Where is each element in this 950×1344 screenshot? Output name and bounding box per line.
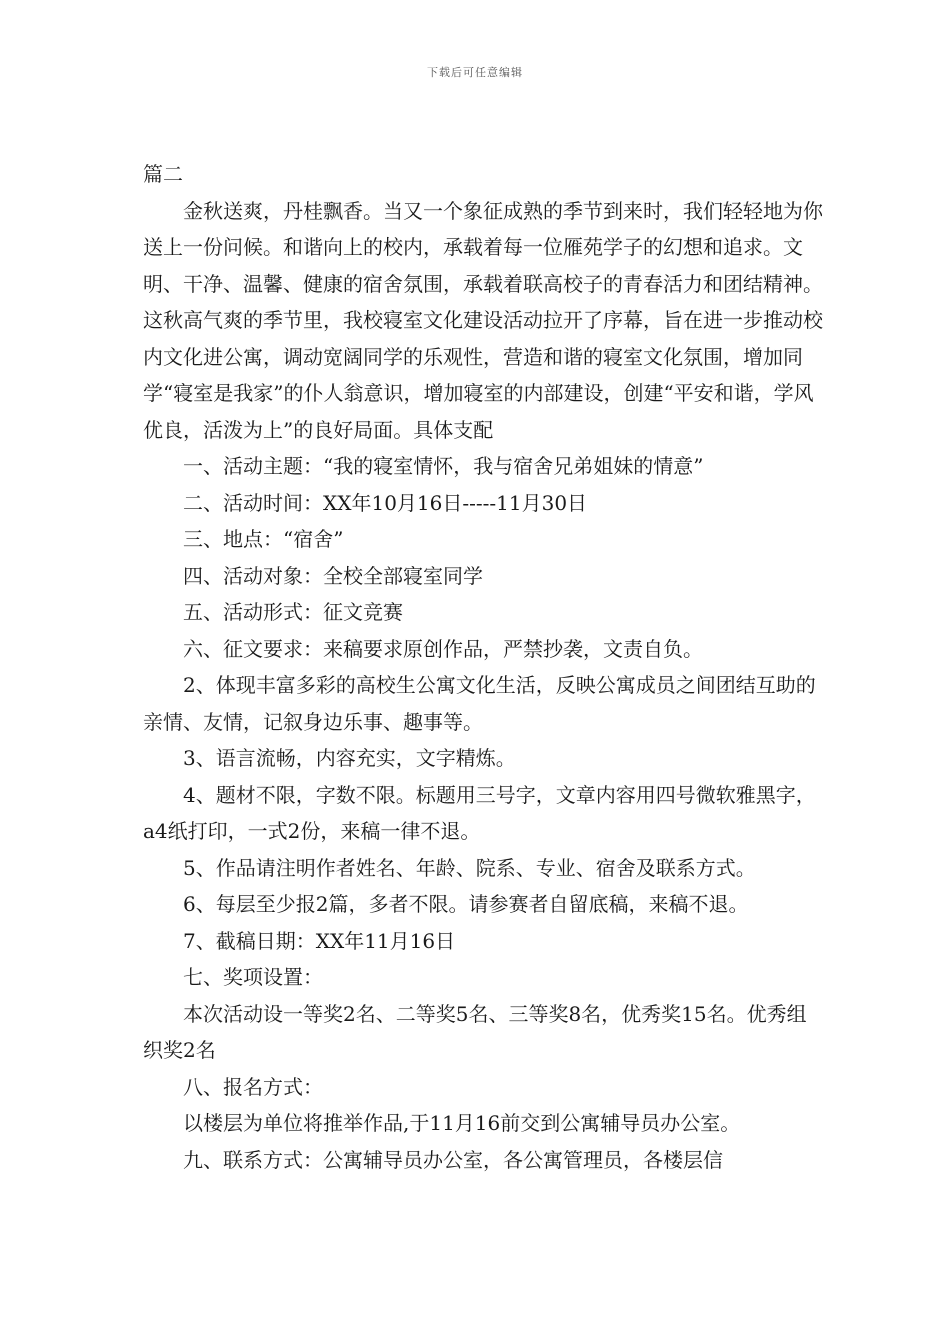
contact-line: 九、联系方式：公寓辅导员办公室，各公寓管理员，各楼层信 [183, 1147, 723, 1172]
activity-target: 四、活动对象：全校全部寝室同学 [183, 563, 483, 588]
requirement-7: 7、截稿日期：XX年11月16日 [183, 928, 456, 953]
signup-heading: 八、报名方式： [183, 1074, 323, 1099]
requirement-6: 6、每层至少报2篇，多者不限。请参赛者自留底稿，来稿不退。 [183, 892, 749, 916]
signup-detail: 以楼层为单位将推举作品,于11月16前交到公寓辅导员办公室。 [183, 1111, 741, 1135]
activity-form: 五、活动形式：征文竞赛 [183, 600, 403, 624]
section-title: 篇二 [143, 162, 183, 186]
activity-place: 三、地点：“宿舍” [183, 527, 344, 551]
awards-heading: 七、奖项设置： [183, 965, 323, 989]
intro-paragraph: 金秋送爽，丹桂飘香。当又一个象征成熟的季节到来时，我们轻轻地为你送上一份问候。和谐向上的校内，承载着每一位雁苑学子的幻想和追求。文明、干净、温馨、健康的宿舍氛围，承载着联高校子的青春活力和团结精神。这秋高气爽的季节里，我校寝室文化建设活动拉开了序幕，旨在进一步推动校内文化进公寓，调动宽阔同学的乐观性，营造和谐的寝室文化氛围，增加同学“寝室是我家”的仆人翁意识，增加寝室的内部建设，创建“平安和谐，学风优良，活泼为上”的良好局面。具体支配 [143, 198, 823, 442]
requirement-4: 4、题材不限，字数不限。标题用三号字，文章内容用四号微软雅黑字，a4纸打印，一式2份，来稿一律不退。 [143, 782, 816, 843]
activity-theme: 一、活动主题：“我的寝室情怀，我与宿舍兄弟姐妹的情意” [183, 454, 704, 478]
page-header: 下载后可任意编辑 [427, 66, 523, 79]
requirement-3: 3、语言流畅，内容充实，文字精炼。 [183, 746, 516, 770]
essay-requirements: 六、征文要求：来稿要求原创作品，严禁抄袭，文责自负。 [183, 636, 703, 661]
requirement-2: 2、体现丰富多彩的高校生公寓文化生活，反映公寓成员之间团结互助的亲情、友情，记叙身边乐事、趣事等。 [143, 673, 816, 734]
activity-time: 二、活动时间：XX年10月16日-----11月30日 [183, 490, 588, 515]
awards-detail: 本次活动设一等奖2名、二等奖5名、三等奖8名，优秀奖15名。优秀组织奖2名 [143, 1001, 807, 1062]
requirement-5: 5、作品请注明作者姓名、年龄、院系、专业、宿舍及联系方式。 [183, 855, 756, 880]
document-body [143, 156, 823, 1178]
